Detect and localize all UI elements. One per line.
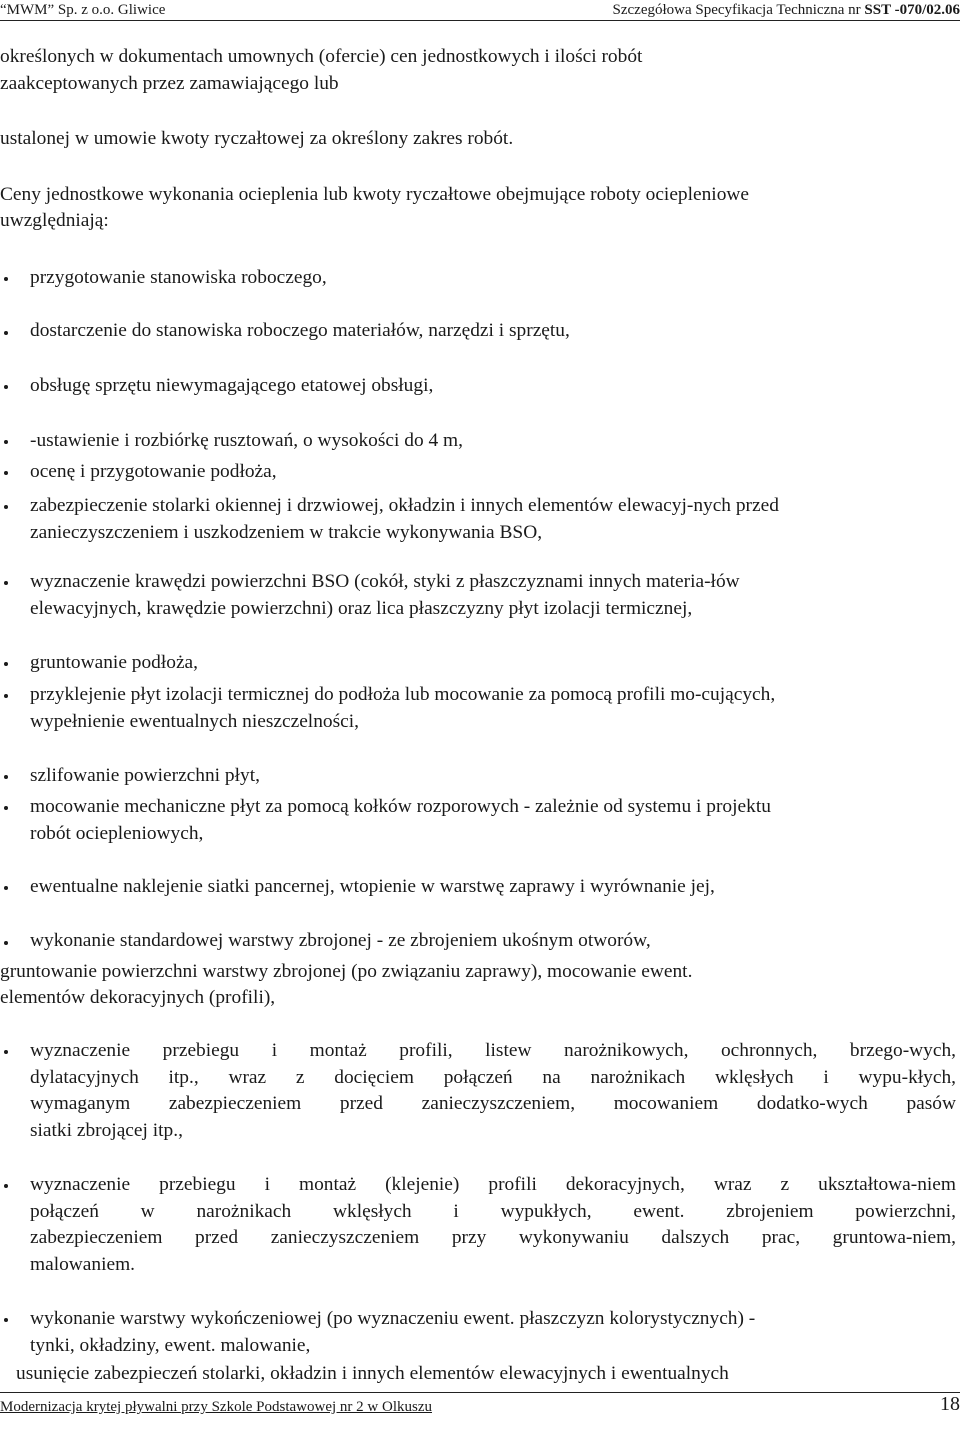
header-spec-title: Szczegółowa Specyfikacja Techniczna nr xyxy=(612,2,865,18)
list-item-line: tynki, okładziny, ewent. malowanie, xyxy=(30,1334,311,1356)
paragraph-line: ustalonej w umowie kwoty ryczałtowej za określony zakres robót. xyxy=(0,128,514,149)
bullet-icon xyxy=(4,505,8,509)
header-company: “MWM” Sp. z o.o. Gliwice xyxy=(0,2,166,18)
list-item-line: elewacyjnych, krawędzie powierzchni) oraz lica płaszczyzny płyt izolacji termicznej, xyxy=(30,597,693,619)
list-item xyxy=(30,459,956,486)
list-item-line: malowaniem. xyxy=(30,1253,136,1275)
list-item xyxy=(30,569,956,622)
bullet-icon xyxy=(4,662,8,666)
bullet-icon xyxy=(4,1050,8,1054)
list-item-line: zabezpieczeniem przed zanieczyszczeniem przy wykonywaniu dalszych prac, gruntowa-niem, xyxy=(30,1227,956,1248)
list-item-line: przyklejenie płyt izolacji termicznej do podłoża lub mocowanie za pomocą profili mo-cujących, xyxy=(30,684,776,705)
list-item-line: zabezpieczenie stolarki okiennej i drzwiowej, okładzin i innych elementów elewacyj-nych przed xyxy=(30,495,779,516)
list-item-line: wykonanie standardowej warstwy zbrojonej - ze zbrojeniem ukośnym otworów, xyxy=(30,930,651,951)
list-item-line: wykonanie warstwy wykończeniowej (po wyznaczeniu ewent. płaszczyzn kolorystycznych) - xyxy=(30,1308,756,1329)
bullet-icon xyxy=(4,440,8,444)
bullet-icon xyxy=(4,941,8,945)
bullet-icon xyxy=(4,775,8,779)
list-item xyxy=(30,1172,956,1278)
paragraph-line: zaakceptowanych przez zamawiającego lub xyxy=(0,73,339,94)
list-item xyxy=(30,874,956,901)
list-item xyxy=(30,373,956,400)
paragraph-line: określonych w dokumentach umownych (ofercie) cen jednostkowych i ilości robót xyxy=(0,46,643,67)
list-item-line: szlifowanie powierzchni płyt, xyxy=(30,765,260,786)
list-item xyxy=(30,682,956,735)
list-item-line: wyznaczenie przebiegu i montaż (klejenie) profili dekoracyjnych, wraz z ukształtowa-niem xyxy=(30,1174,956,1195)
list-item-line: wypełnienie ewentualnych nieszczelności, xyxy=(30,710,359,732)
paragraph-line: gruntowanie powierzchni warstwy zbrojonej (po związaniu zaprawy), mocowanie ewent. xyxy=(0,961,693,982)
list-item-line: połączeń w narożnikach wklęsłych i wypukłych, ewent. zbrojeniem powierzchni, xyxy=(30,1200,956,1222)
list-item-line: obsługę sprzętu niewymagającego etatowej obsługi, xyxy=(30,375,434,396)
list-item xyxy=(30,1306,956,1359)
list-item-line: dostarczenie do stanowiska roboczego materiałów, narzędzi i sprzętu, xyxy=(30,320,570,341)
list-item-line: dylatacyjnych itp., wraz z docięciem połączeń na narożnikach wklęsłych i wypu-kłych, xyxy=(30,1066,956,1088)
page-number: 18 xyxy=(940,1393,960,1415)
list-item xyxy=(30,428,956,455)
bullet-icon xyxy=(4,1318,8,1322)
list-item-line: siatki zbrojącej itp., xyxy=(30,1119,183,1141)
list-item-line: robót ociepleniowych, xyxy=(30,822,204,844)
list-item-line: wymaganym zabezpieczeniem przed zanieczyszczeniem, mocowaniem dodatko-wych pasów xyxy=(30,1093,956,1114)
list-item-line: ocenę i przygotowanie podłoża, xyxy=(30,461,277,482)
bullet-icon xyxy=(4,331,8,335)
list-item-line: wyznaczenie przebiegu i montaż profili, listew narożnikowych, ochronnych, brzego-wych, xyxy=(30,1040,956,1061)
list-item-line: przygotowanie stanowiska roboczego, xyxy=(30,267,327,288)
bullet-icon xyxy=(4,581,8,585)
list-item xyxy=(30,265,956,292)
list-item-line: ewentualne naklejenie siatki pancernej, wtopienie w warstwę zaprawy i wyrównanie jej, xyxy=(30,876,715,897)
bullet-icon xyxy=(4,886,8,890)
list-item xyxy=(30,794,956,847)
list-item xyxy=(30,318,956,345)
footer-project-title: Modernizacja krytej pływalni przy Szkole Podstawowej nr 2 w Olkuszu xyxy=(0,1399,432,1415)
header-divider xyxy=(0,20,960,21)
list-item-line: -ustawienie i rozbiórkę rusztowań, o wysokości do 4 m, xyxy=(30,430,463,451)
paragraph-line: uwzględniają: xyxy=(0,210,109,231)
list-item xyxy=(30,763,956,790)
list-item-line: zanieczyszczeniem i uszkodzeniem w trakcie wykonywania BSO, xyxy=(30,521,543,543)
header-spec-code: SST -070/02.06 xyxy=(864,2,960,18)
list-item-line: mocowanie mechaniczne płyt za pomocą kołków rozporowych - zależnie od systemu i projektu xyxy=(30,796,771,817)
bullet-icon xyxy=(4,471,8,475)
bullet-icon xyxy=(4,385,8,389)
list-item xyxy=(30,1038,956,1144)
bullet-icon xyxy=(4,1184,8,1188)
page-footer xyxy=(0,1393,960,1433)
list-item xyxy=(30,493,956,546)
list-item xyxy=(30,928,956,955)
list-item xyxy=(30,650,956,677)
bullet-icon xyxy=(4,277,8,281)
bullet-icon xyxy=(4,806,8,810)
list-item-line: gruntowanie podłoża, xyxy=(30,652,199,673)
bullet-icon xyxy=(4,694,8,698)
paragraph-line: usunięcie zabezpieczeń stolarki, okładzin i innych elementów elewacyjnych i ewentualnych xyxy=(16,1363,729,1384)
paragraph-line: elementów dekoracyjnych (profili), xyxy=(0,987,276,1008)
paragraph-line: Ceny jednostkowe wykonania ocieplenia lub kwoty ryczałtowe obejmujące roboty ociepleniowe xyxy=(0,184,750,205)
page-header xyxy=(0,0,960,22)
list-item-line: wyznaczenie krawędzi powierzchni BSO (cokół, styki z płaszczyznami innych materia-łów xyxy=(30,571,740,592)
header-spec xyxy=(613,1,960,19)
